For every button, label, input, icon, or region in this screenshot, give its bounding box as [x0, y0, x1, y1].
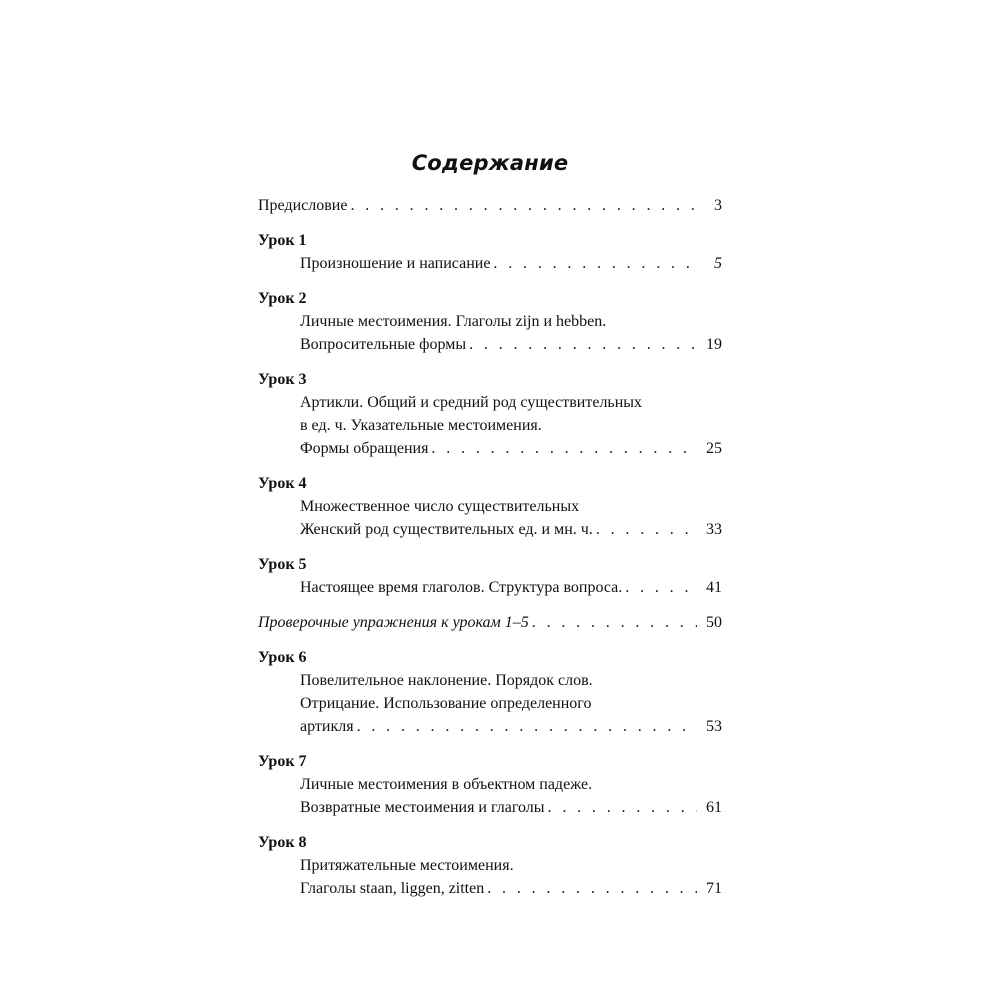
toc-lesson-5[interactable] [258, 553, 722, 599]
page-title: Содержание [411, 151, 569, 175]
toc-lesson-7[interactable] [258, 750, 722, 819]
toc-entry-label: Глаголы staan, liggen, zitten [300, 880, 485, 897]
table-of-contents [258, 150, 722, 900]
toc-entry-label: Настоящее время глаголов. Структура вопроса. [300, 579, 623, 596]
toc-entry-review[interactable] [258, 611, 722, 634]
toc-entry-label: Возвратные местоимения и глаголы [300, 799, 545, 816]
dot-leader [487, 877, 697, 900]
toc-entry-line: Повелительное наклонение. Порядок слов. [300, 672, 593, 689]
spacer [258, 275, 722, 287]
toc-entry-label: Формы обращения [300, 440, 429, 457]
spacer [258, 541, 722, 553]
toc-page-number: 61 [706, 799, 722, 816]
dot-leader [596, 518, 697, 541]
toc-lesson-4[interactable] [258, 472, 722, 541]
toc-entry-line: Притяжательные местоимения. [300, 857, 514, 874]
toc-page-number: 3 [714, 197, 722, 214]
toc-entry [300, 715, 722, 738]
toc-entry [300, 437, 722, 460]
toc-page-number: 5 [714, 255, 722, 272]
toc-lesson-6[interactable] [258, 646, 722, 738]
toc-entry-label: Проверочные упражнения к урокам 1–5 [258, 614, 529, 631]
toc-entry-line: Личные местоимения. Глаголы zijn и hebben. [300, 313, 607, 330]
spacer [258, 819, 722, 831]
dot-leader [625, 576, 697, 599]
lesson-heading: Урок 2 [258, 290, 307, 307]
toc-entry [300, 877, 722, 900]
toc-entry-line: Отрицание. Использование определенного [300, 695, 592, 712]
toc-page-number: 19 [706, 336, 722, 353]
toc-page-number: 50 [706, 614, 722, 631]
toc-page-number: 25 [706, 440, 722, 457]
lesson-heading: Урок 7 [258, 753, 307, 770]
spacer [258, 356, 722, 368]
toc-entry-line: Множественное число существительных [300, 498, 580, 515]
toc-entry [300, 796, 722, 819]
lesson-heading: Урок 1 [258, 232, 307, 249]
toc-lesson-1[interactable] [258, 229, 722, 275]
spacer [258, 599, 722, 611]
toc-lesson-3[interactable] [258, 368, 722, 460]
toc-lesson-8[interactable] [258, 831, 722, 900]
spacer [258, 634, 722, 646]
toc-page-number: 33 [706, 521, 722, 538]
lesson-heading: Урок 8 [258, 834, 307, 851]
toc-entry [300, 518, 722, 541]
dot-leader [548, 796, 697, 819]
toc-page-number: 71 [706, 880, 722, 897]
toc-entry-label: Вопросительные формы [300, 336, 467, 353]
spacer [258, 738, 722, 750]
toc-entry [300, 576, 722, 599]
dot-leader [357, 715, 697, 738]
toc-entry-preface[interactable] [258, 194, 722, 217]
toc-entry-line: Артикли. Общий и средний род существительных [300, 394, 643, 411]
lesson-heading: Урок 3 [258, 371, 307, 388]
toc-entry-label: Женский род существительных ед. и мн. ч. [300, 521, 593, 538]
toc-entry-label: артикля [300, 718, 354, 735]
spacer [258, 460, 722, 472]
spacer [258, 217, 722, 229]
toc-entry [300, 333, 722, 356]
toc-entry-line: Личные местоимения в объектном падеже. [300, 776, 593, 793]
lesson-heading: Урок 4 [258, 475, 307, 492]
toc-page-number: 53 [706, 718, 722, 735]
dot-leader [431, 437, 697, 460]
lesson-heading: Урок 5 [258, 556, 307, 573]
toc-lesson-2[interactable] [258, 287, 722, 356]
toc-entry-label: Произношение и написание [300, 255, 491, 272]
toc-entry [300, 252, 722, 275]
dot-leader [350, 194, 697, 217]
dot-leader [532, 611, 697, 634]
lesson-heading: Урок 6 [258, 649, 307, 666]
toc-entry-line: в ед. ч. Указательные местоимения. [300, 417, 542, 434]
toc-entry-label: Предисловие [258, 197, 348, 214]
dot-leader [469, 333, 697, 356]
dot-leader [493, 252, 697, 275]
toc-page-number: 41 [706, 579, 722, 596]
